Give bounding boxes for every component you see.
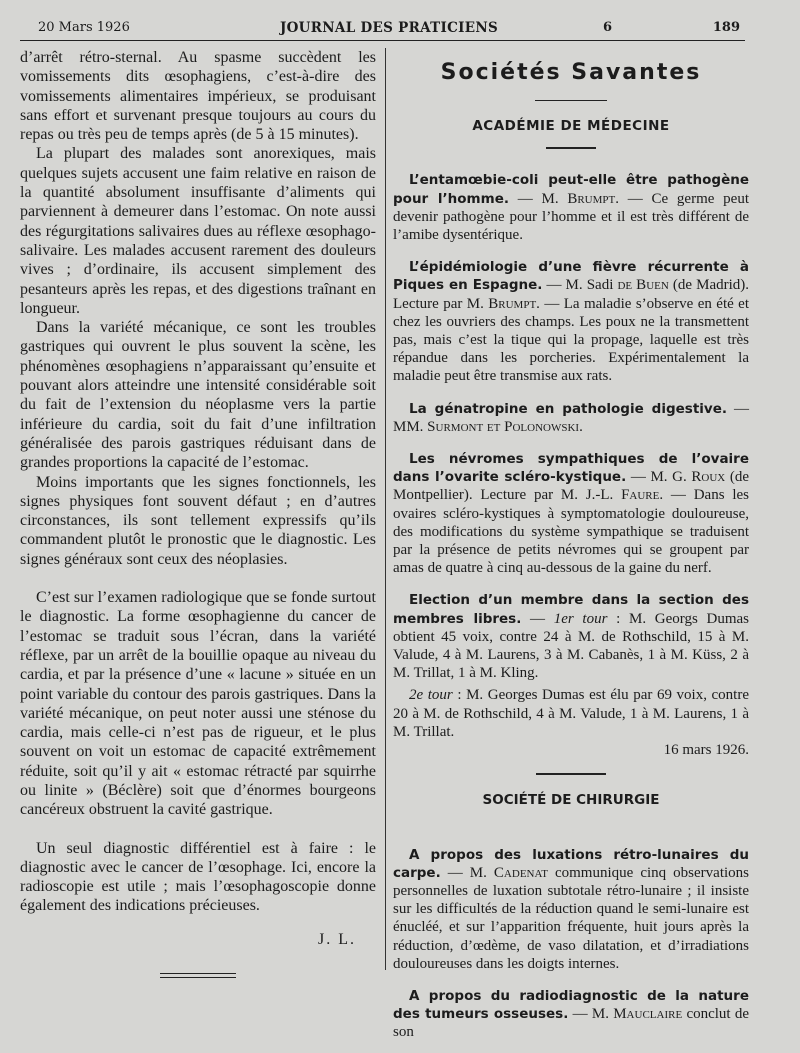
page-number: 189: [712, 20, 740, 35]
article-title: A propos du radiodiagnostic de la nature des tumeurs osseuses.: [393, 987, 749, 1023]
article-authors: MM. Surmont et Polonowski.: [393, 418, 583, 435]
divider: [535, 100, 607, 101]
spacer: [20, 569, 376, 588]
article-genatropine: La génatropine en pathologie digestive. — MM. Surmont et Polonowski.: [393, 400, 749, 435]
left-column: [20, 48, 376, 978]
article-title: L’épidémiologie d’une fièvre récurrente à Piques en Espagne.: [393, 259, 749, 294]
article-luxations: A propos des luxations rétro-lunaires du carpe. — M. Cadenat communique cinq observations personnelles de luxation subtotale rétro-lunaire ; il insiste sur les difficultés de la réduction quand le semi-lunaire est énucléé, et sur l’apparition fréquente, huit jours après la réduction, d’œdème, de vaso dilatation, et d’irradiations douloureuses dans les doigts internes.: [393, 846, 750, 972]
article-author: M. Brumpt.: [541, 190, 619, 207]
section-title: Sociétés Savantes: [440, 60, 702, 85]
article-title: L’entamœbie-coli peut-elle être pathogène pour l’homme.: [393, 172, 749, 207]
paragraph: La plupart des malades sont anorexiques, mais quelques sujets accusent une faim relative en raison de la quantité absolument insuffisante d’aliments qui parviennent à demeurer dans l’estomac. On note aussi des régurgitations salivaires dues au réflexe œsophago-salivaire. Les malades accusent rarement des douleurs vives ; d’ordinaire, ils accusent simplement des pesanteurs après les repas, et des digestions traînant en longueur.: [20, 145, 376, 317]
article-nevromes: Les névromes sympathiques de l’ovaire dans l’ovarite scléro-kystique. — M. G. Roux (de Montpellier). Lecture par M. J.-L. Faure. — Dans les ovaires scléro-kystiques à symptomatologie douloureuse, des modifications du système sympathique se traduisent par la présence de petits névromes qui se groupent par amas de quatre à cinq au-dessous de la gaine du nerf.: [393, 451, 750, 577]
divider: [536, 773, 606, 775]
election-second-round: [393, 686, 749, 741]
end-rule: [160, 973, 236, 978]
article-author: M. Sadi: [565, 277, 614, 294]
article-text: La maladie s’observe en été et chez les ouvriers des champs. Les poux ne la transmettent pas, mais c’est la tique qui la propage, laquelle est très répandue dans les porcheries. Expérimentalement la maladie peut être transmise aux rats.: [393, 295, 750, 385]
right-column: [393, 48, 749, 1042]
article-text: Dans les ovaires scléro-kystiques à symptomatologie douloureuse, des modifications du système sympathique se traduisent par la présence de petits névromes qui se groupent par amas de quatre à cinq au-dessous de la gaine du nerf.: [393, 487, 750, 577]
paragraph: Un seul diagnostic différentiel est à faire : le diagnostic avec le cancer de l’œsophage. Ici, encore la radioscopie est utile ; mais l’œsophagoscopie donne également des indications précieuses.: [20, 839, 376, 915]
article-author: M. Mauclaire: [591, 1006, 683, 1023]
section-heading-academie: ACADÉMIE DE MÉDECINE: [472, 118, 670, 135]
article-title: Les névromes sympathiques de l’ovaire dans l’ovarite scléro-kystique.: [393, 451, 749, 486]
article-author: M. G. Roux: [650, 469, 726, 486]
article-title: A propos des luxations rétro-lunaires du carpe.: [393, 846, 749, 881]
article-text: : M. Georgs Dumas obtient 45 voix, contre 24 à M. de Rothschild, 15 à M. Valude, 4 à M. Laurens, 3 à M. Cabanès, 1 à M. Küss, 2 à M. Trillat, 1 à M. Kling.: [393, 610, 750, 682]
article-election: Election d’un membre dans la section des membres libres. — 1er tour : M. Georgs Dumas obtient 45 voix, contre 24 à M. de Rothschild, 15 à M. Valude, 4 à M. Laurens, 3 à M. Cabanès, 1 à M. Küss, 2 à M. Trillat, 1 à M. Kling.: [393, 592, 750, 682]
page-header: [38, 16, 740, 38]
journal-title: JOURNAL DES PRATICIENS: [279, 20, 499, 36]
article-reader: M. J.-L. Faure.: [560, 487, 664, 504]
article-text: (de Montpellier). Lecture par: [393, 469, 750, 504]
round-label: 1er tour: [553, 610, 608, 627]
paragraph: Dans la variété mécanique, ce sont les troubles gastriques qui ouvrent le plus souvent la scène, les phénomènes œsophagiens n’apparaissant qu’ensuite et pouvant alors atteindre une intensité considérable soit du fait de l’extension du néoplasme vers la partie inférieure du cardia, soit du fait d’une infiltration généralisée des parois gastriques réduisant dans de grandes proportions la capacité de l’estomac.: [20, 319, 376, 472]
dateline: 16 mars 1926.: [663, 742, 749, 759]
divider: [546, 147, 596, 149]
article-author-particle: de Buen: [617, 277, 669, 294]
article-text: communique cinq observations personnelles de luxation subtotale rétro-lunaire ; il insiste sur les difficultés de la réduction quand le semi-lunaire est énucléé, et sur l’apparition fréquente, huit jours après la réduction, d’œdème, de vaso dilatation, et d’irradiations douloureuses dans les doigts internes.: [393, 864, 750, 972]
article-author: M. Cadenat: [469, 864, 548, 881]
article-affiliation: (de Madrid). Lecture par: [393, 277, 750, 312]
article-entamoebie: L’entamœbie-coli peut-elle être pathogène pour l’homme. — M. Brumpt. — Ce germe peut devenir pathogène pour l’homme et il est très différent de l’amibe dysentérique.: [393, 172, 749, 244]
paragraph: Moins importants que les signes fonctionnels, les signes physiques font souvent défaut ; en d’autres circonstances, ils sont tellement expressifs qu’ils commandent plutôt le pronostic que le diagnostic. Les signes généraux sont ceux des néoplasies.: [20, 473, 376, 568]
paragraph: C’est sur l’examen radiologique que se fonde surtout le diagnostic. La forme œsophagienne du cancer de l’estomac se traduit sous l’écran, dans la variété réflexe, par un arrêt de la bouillie opaque au niveau du cardia, et par la présence d’une « lacune » située en un point variable du contour des parois gastriques. Dans la variété mécanique, on peut noter aussi une sténose du cardia, mais celle-ci n’est pas de rigueur, et le plus souvent on voit un estomac de capacité extrêmement réduite, soit qu’il y ait « estomac rétracté par squirrhe ou linite » (Béclère) soit que d’énormes bourgeons cancéreux obstruent la cavité gastrique.: [20, 589, 376, 819]
article-fievre: L’épidémiologie d’une fièvre récurrente à Piques en Espagne. — M. Sadi de Buen (de Madrid). Lecture par M. Brumpt. — La maladie s’observe en été et chez les ouvriers des champs. Les poux ne la transmettent pas, mais c’est la tique qui la propage, laquelle est très répandue dans les porcheries. Expérimentalement la maladie peut être transmise aux rats.: [393, 259, 750, 385]
article-title: Election d’un membre dans la section des membres libres.: [393, 592, 749, 627]
article-radiodiagnostic: A propos du radiodiagnostic de la nature des tumeurs osseuses. — M. Mauclaire conclut de son: [393, 987, 750, 1041]
section-heading-chirurgie: SOCIÉTÉ DE CHIRURGIE: [482, 792, 660, 809]
article-text: conclut de son: [393, 1006, 750, 1041]
issue-number: 6: [603, 20, 613, 35]
spacer: [393, 810, 749, 832]
article-text: Ce germe peut devenir pathogène pour l’homme et il est très différent de l’amibe dysentérique.: [393, 190, 749, 244]
article-reader: M. Brumpt.: [466, 295, 540, 312]
article-title: La génatropine en pathologie digestive.: [409, 400, 727, 417]
round-label: 2e tour: [409, 687, 453, 704]
column-divider: [385, 48, 386, 970]
header-rule: [20, 40, 745, 41]
header-date: 20 Mars 1926: [38, 20, 130, 35]
paragraph: d’arrêt rétro-sternal. Au spasme succèdent les vomissements dits œsophagiens, c’est-à-dire des vomissements alimentaires impérieux, se produisant sans effort et survenant presque toujours au cours du repas ou très peu de temps après (de 5 à 15 minutes).: [20, 49, 376, 144]
signature: J. L.: [318, 930, 356, 948]
spacer: [20, 820, 376, 839]
article-text: : M. Georges Dumas est élu par 69 voix, contre 20 à M. de Rothschild, 4 à M. Valude, 1 à M. Laurens, 1 à M. Trillat.: [393, 687, 750, 740]
